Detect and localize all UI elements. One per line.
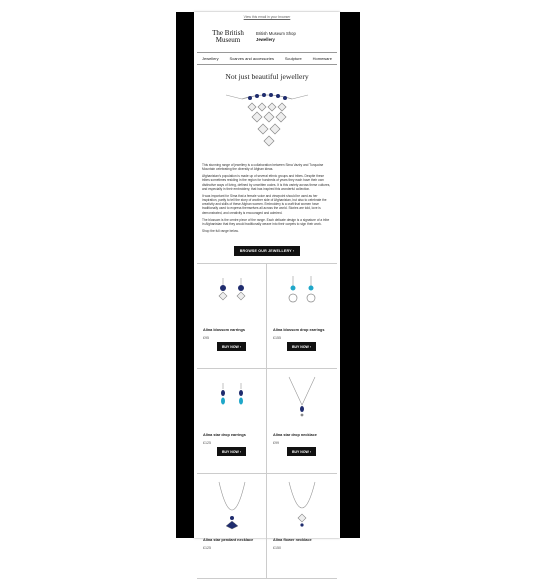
paragraph: Shop the full range below. <box>202 228 239 233</box>
shop-name: British Museum Shop <box>256 31 296 36</box>
product-card[interactable] <box>267 369 337 474</box>
shop-title <box>256 31 296 43</box>
flower-necklace-icon[interactable] <box>281 478 323 536</box>
nav-item-jewellery[interactable]: Jewellery <box>202 56 219 61</box>
product-card[interactable] <box>197 369 267 474</box>
right-black-border <box>340 12 360 538</box>
intro-copy <box>194 163 340 233</box>
buy-now-button[interactable]: BUY NOW › <box>217 447 246 456</box>
preheader[interactable]: View this email in your browser <box>243 15 291 19</box>
buy-now-button[interactable]: BUY NOW › <box>287 447 316 456</box>
product-name[interactable]: Alina flower necklace <box>273 538 312 543</box>
email-body <box>194 12 340 551</box>
product-name[interactable]: Alina blossom drop earrings <box>273 328 325 333</box>
product-price: £155 <box>273 336 281 341</box>
product-name[interactable]: Alina blossom earrings <box>203 328 245 333</box>
star-drop-earrings-icon[interactable] <box>211 373 253 431</box>
email-header <box>194 26 340 48</box>
paragraph: Afghanistan's population is made up of several ethnic groups and tribes. Despite these tribes sometimes residing in the region for hundreds of years they each have their own distinctive ways of living, defined by unwritten codes. It is this variety across these cultures, and especially in their embroidery, that has inspired this wonderful collection. <box>202 174 331 191</box>
star-pendant-necklace-icon[interactable] <box>211 478 253 536</box>
nav-item-homeware[interactable]: Homeware <box>312 56 332 61</box>
product-card[interactable] <box>267 474 337 579</box>
blossom-earrings-icon[interactable] <box>211 268 253 326</box>
product-grid <box>197 263 337 579</box>
shop-section: Jewellery <box>256 37 275 42</box>
product-name[interactable]: Alina star pendant necklace <box>203 538 254 543</box>
paragraph: It was important for Sima that a female voice and viewpoint should be used as her inspiration, partly to tell the story of another side of Afghanistan, but also to celebrate the creativity and skills of these Afghan women. Embroidery is a craft that women have traditionally used to express themselves all across the world. Stories are told, love is demonstrated, and creativity is encouraged and admired. <box>202 193 327 215</box>
hero-necklace-image[interactable] <box>212 85 322 163</box>
logo-line-2: Museum <box>215 36 241 44</box>
product-price: £125 <box>203 441 211 446</box>
product-price: £150 <box>273 546 281 551</box>
left-black-border <box>176 12 194 538</box>
british-museum-logo[interactable] <box>200 30 256 44</box>
buy-now-button[interactable]: BUY NOW › <box>287 342 316 351</box>
product-card[interactable] <box>197 474 267 579</box>
product-name[interactable]: Alina star drop necklace <box>273 433 317 438</box>
product-price: £125 <box>203 546 211 551</box>
paragraph: This stunning range of jewellery is a collaboration between Sima Vaziry and Turquoise Mountain celebrating the diversity of Afghan ideas. <box>202 163 324 172</box>
nav-item-scarves[interactable]: Scarves and accessories <box>229 56 274 61</box>
headline: Not just beautiful jewellery <box>225 72 309 81</box>
logo-line-1: The British <box>212 29 244 37</box>
product-price: £95 <box>203 336 209 341</box>
product-card[interactable] <box>267 264 337 369</box>
product-card[interactable] <box>197 264 267 369</box>
buy-now-button[interactable]: BUY NOW › <box>217 342 246 351</box>
browse-jewellery-button[interactable]: BROWSE OUR JEWELLERY › <box>234 246 301 256</box>
product-name[interactable]: Alina star drop earrings <box>203 433 246 438</box>
paragraph: The blossom is the centre piece of the range. Each delicate design is a signature of a tribe in Afghanistan that they would traditionally weave into their carpets to sign their work. <box>202 217 330 226</box>
product-price: £99 <box>273 441 279 446</box>
star-drop-necklace-icon[interactable] <box>281 373 323 431</box>
nav-item-sculpture[interactable]: Sculpture <box>284 56 302 61</box>
blossom-drop-earrings-icon[interactable] <box>281 268 323 326</box>
category-nav <box>197 52 337 65</box>
